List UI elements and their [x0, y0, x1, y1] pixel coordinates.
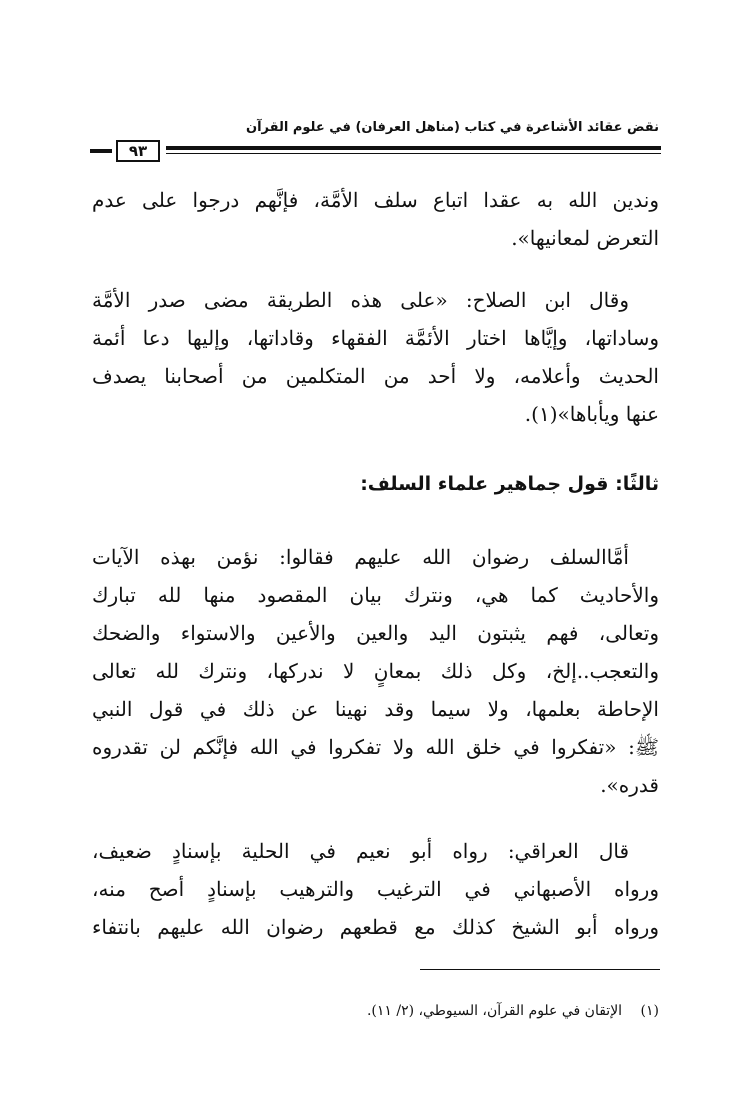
running-header-title: نقض عقائد الأشاعرة في كتاب (مناهل العرفان) في علوم القرآن: [246, 120, 659, 135]
text-line: وتعالى، فهم يثبتون اليد والعين والأعين والاستواء والضحك: [92, 621, 659, 645]
paragraph-1: [92, 181, 659, 257]
footnote-separator: [420, 969, 660, 970]
footnote: [367, 1003, 659, 1019]
paragraph-4: [92, 832, 659, 946]
section-heading: ثالثًا: قول جماهير علماء السلف:: [360, 473, 659, 495]
text-line: قدره».: [600, 773, 659, 797]
header-rule-left: [90, 149, 112, 153]
text-line: أمَّاالسلف رضوان الله عليهم فقالوا: نؤمن بهذه الآيات: [92, 545, 629, 569]
text-line: ﷺ: «تفكروا في خلق الله ولا تفكروا في الله فإنَّكم لن تقدروه: [92, 735, 659, 759]
text-line: والأحاديث كما هي، ونترك بيان المقصود منها لله تبارك: [92, 583, 659, 607]
page-number: ٩٣: [116, 140, 160, 162]
paragraph-2: [92, 281, 659, 433]
footnote-marker: (١): [640, 1003, 659, 1019]
text-line: قال العراقي: رواه أبو نعيم في الحلية بإسنادٍ ضعيف،: [92, 839, 629, 863]
text-line: والتعجب..إلخ، وكل ذلك بمعانٍ لا ندركها، ونترك لله تعالى: [92, 659, 659, 683]
header-rule-thin: [166, 153, 661, 154]
text-line: وندين الله به عقدا اتباع سلف الأمَّة، فإنَّهم درجوا على عدم: [92, 188, 659, 212]
paragraph-3: [92, 538, 659, 804]
header-rule-thick: [166, 146, 661, 150]
text-line: الحديث وأعلامه، ولا أحد من المتكلمين من أصحابنا يصدف: [92, 364, 659, 388]
text-line: عنها ويأباها»(١).: [524, 402, 659, 426]
text-line: الإحاطة بعلمها، ولا سيما وقد نهينا عن ذلك في قول النبي: [92, 697, 659, 721]
text-line: ورواه الأصبهاني في الترغيب والترهيب بإسنادٍ أصح منه،: [92, 877, 659, 901]
text-line: التعرض لمعانيها».: [511, 226, 659, 250]
text-line: وقال ابن الصلاح: «على هذه الطريقة مضى صدر الأمَّة: [92, 288, 629, 312]
footnote-text: الإتقان في علوم القرآن، السيوطي، (٢/ ١١).: [366, 1003, 623, 1019]
text-line: وساداتها، وإيَّاها اختار الأئمَّة الفقهاء وقاداتها، وإليها دعا أئمة: [92, 326, 659, 350]
text-line: ورواه أبو الشيخ كذلك مع قطعهم رضوان الله عليهم بانتفاء: [92, 915, 659, 939]
